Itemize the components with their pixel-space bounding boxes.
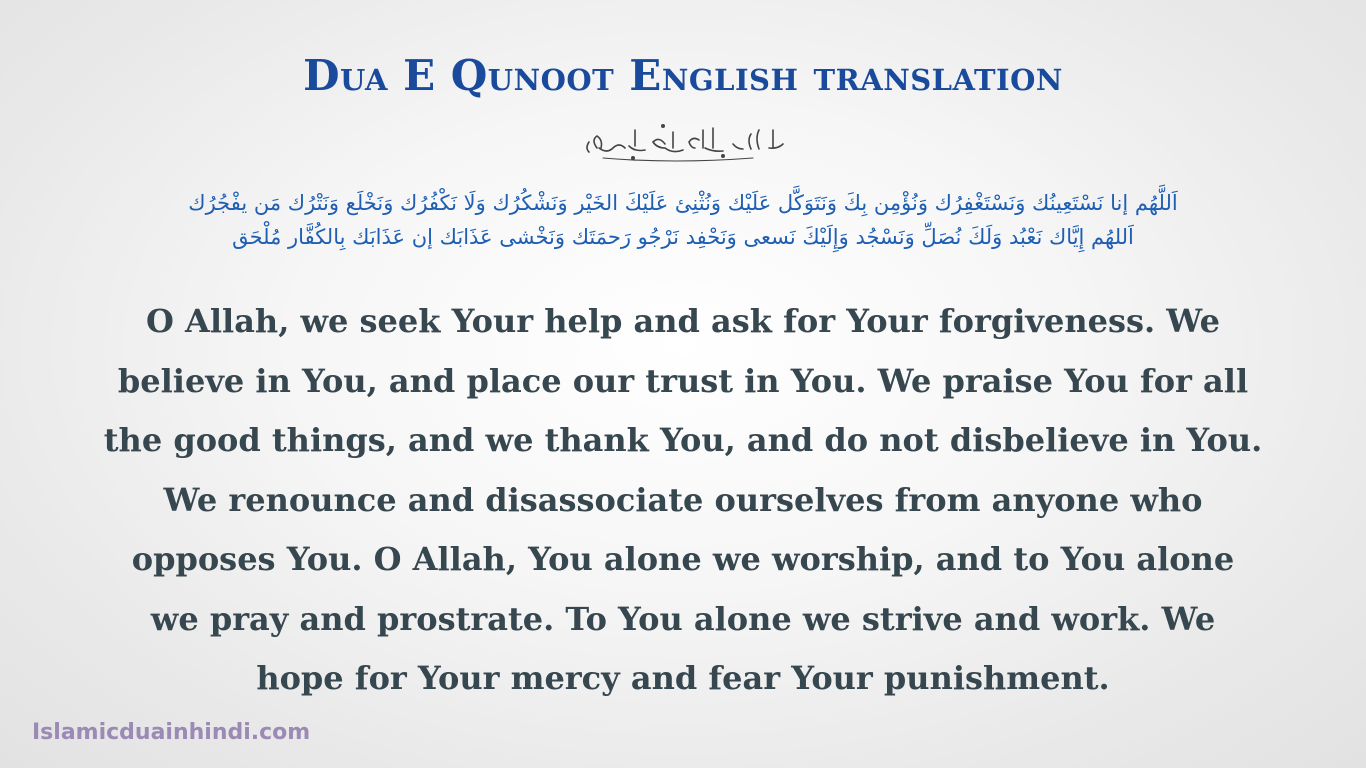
translation-line: we pray and prostrate. To You alone we strive and work. We [150,599,1216,638]
bismillah-calligraphy [573,118,793,166]
bismillah-calligraphy-graphic [573,118,793,166]
translation-line: O Allah, we seek Your help and ask for Your forgiveness. We [146,302,1220,340]
arabic-line: اَللهُم إِيَّاك نَعْبُد وَلَكَ نُصَلِّ وَنَسْجُد وَإِلَيْكَ نَسعى وَنَحْفِد نَرْجُو رَحمَتَك وَنَخْشى عَذَابَك إن عَذَابَك بِالكُفَّار مُلْحَق [232,225,1134,249]
translation-line: the good things, and we thank You, and do not disbelieve in You. [103,421,1263,459]
translation-line: hope for Your mercy and fear Your punishment. [256,659,1110,697]
translation-line: believe in You, and place our trust in You. We praise You for all [117,361,1249,400]
english-translation [70,292,1296,709]
page-title: Dua E Qunoot English translation [303,51,1063,100]
translation-line: We renounce and disassociate ourselves from anyone who [163,480,1203,519]
arabic-line: اَللَّهُم إنا نَسْتَعِينُك وَنَسْتَغْفِرُك وَنُؤْمِن بِكَ وَنَتَوَكَّل عَلَيْك وَنُثْنِئ عَلَيْكَ الخَيْر وَنَشْكُرُك وَلَا نَكْفُرُك وَنَخْلَع وَنَتْرُك مَن يفْجُرُك [188,191,1178,215]
site-watermark: Islamicduainhindi.com [32,720,311,745]
arabic-dua-text [0,186,1366,254]
translation-line: opposes You. O Allah, You alone we worship, and to You alone [131,540,1235,578]
